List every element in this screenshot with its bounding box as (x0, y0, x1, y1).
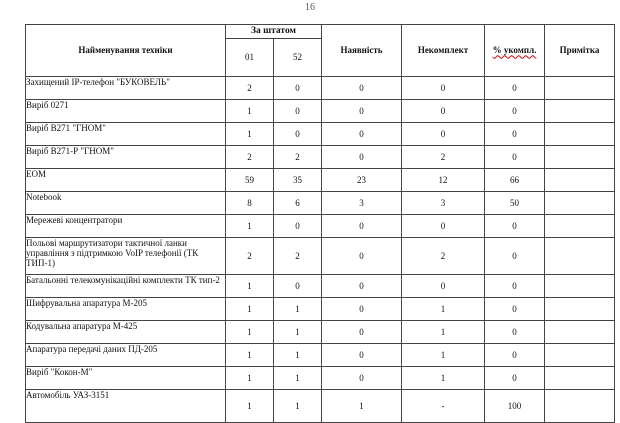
header-incomplete: Некомплект (402, 25, 485, 77)
cell-note (545, 100, 615, 123)
cell-name: Шифрувальна апаратура М-205 (26, 298, 226, 321)
cell-note (545, 238, 615, 275)
cell-incomplete: 2 (402, 146, 485, 169)
cell-staff-01: 1 (226, 275, 274, 298)
cell-pct: 100 (485, 390, 545, 423)
cell-available: 0 (322, 321, 402, 344)
cell-staff-52: 1 (274, 321, 322, 344)
table-row (26, 169, 615, 192)
cell-incomplete: 0 (402, 215, 485, 238)
cell-note (545, 321, 615, 344)
table-row (26, 123, 615, 146)
table-row (26, 146, 615, 169)
cell-incomplete: 0 (402, 77, 485, 100)
cell-pct: 0 (485, 367, 545, 390)
cell-available: 0 (322, 298, 402, 321)
table-row (26, 100, 615, 123)
cell-name: Автомобіль УАЗ-3151 (26, 390, 226, 423)
cell-staff-52: 1 (274, 390, 322, 423)
cell-incomplete: 0 (402, 275, 485, 298)
table-row (26, 298, 615, 321)
cell-staff-01: 2 (226, 238, 274, 275)
table-row (26, 367, 615, 390)
cell-name: ЕОМ (26, 169, 226, 192)
cell-note (545, 344, 615, 367)
cell-incomplete: 0 (402, 123, 485, 146)
cell-staff-01: 2 (226, 146, 274, 169)
cell-name: Захищений IP-телефон "БУКОВЕЛЬ" (26, 77, 226, 100)
cell-staff-52: 2 (274, 146, 322, 169)
cell-pct: 0 (485, 321, 545, 344)
cell-pct: 0 (485, 215, 545, 238)
cell-staff-01: 1 (226, 123, 274, 146)
table-row (26, 321, 615, 344)
cell-staff-01: 1 (226, 298, 274, 321)
cell-note (545, 275, 615, 298)
cell-pct: 0 (485, 100, 545, 123)
cell-available: 0 (322, 77, 402, 100)
cell-name: Виріб В271-Р "ГНОМ" (26, 146, 226, 169)
table-row (26, 238, 615, 275)
cell-incomplete: 1 (402, 298, 485, 321)
header-pct-label: % укомпл. (492, 45, 537, 56)
cell-staff-52: 0 (274, 275, 322, 298)
table-row (26, 77, 615, 100)
cell-note (545, 367, 615, 390)
cell-staff-01: 1 (226, 344, 274, 367)
cell-note (545, 146, 615, 169)
cell-name: Кодувальна апаратура М-425 (26, 321, 226, 344)
cell-name: Notebook (26, 192, 226, 215)
cell-staff-01: 2 (226, 77, 274, 100)
cell-note (545, 298, 615, 321)
header-available: Наявність (322, 25, 402, 77)
cell-available: 0 (322, 123, 402, 146)
page-number: 16 (305, 2, 315, 13)
cell-staff-01: 59 (226, 169, 274, 192)
cell-pct: 0 (485, 77, 545, 100)
header-staff-52: 52 (274, 39, 322, 77)
cell-available: 0 (322, 215, 402, 238)
table-row (26, 275, 615, 298)
cell-staff-01: 1 (226, 367, 274, 390)
cell-incomplete: 1 (402, 344, 485, 367)
cell-staff-52: 1 (274, 367, 322, 390)
cell-note (545, 77, 615, 100)
cell-name: Польові маршрутизатори тактичної ланки управління з підтримкою VoIP телефонії (ТК ТИП-1) (26, 238, 226, 275)
cell-available: 23 (322, 169, 402, 192)
cell-pct: 0 (485, 275, 545, 298)
header-name: Найменування техніки (26, 25, 226, 77)
cell-staff-52: 35 (274, 169, 322, 192)
cell-incomplete: 0 (402, 100, 485, 123)
cell-name: Мережеві концентратори (26, 215, 226, 238)
cell-available: 0 (322, 344, 402, 367)
cell-staff-52: 0 (274, 100, 322, 123)
header-note: Примітка (545, 25, 615, 77)
cell-note (545, 390, 615, 423)
cell-staff-52: 6 (274, 192, 322, 215)
equipment-table (25, 24, 615, 423)
cell-available: 0 (322, 146, 402, 169)
cell-staff-01: 8 (226, 192, 274, 215)
table-row (26, 344, 615, 367)
cell-name: Виріб В271 "ГНОМ" (26, 123, 226, 146)
cell-staff-52: 1 (274, 298, 322, 321)
cell-name: Апаратура передачі даних ПД-205 (26, 344, 226, 367)
cell-pct: 0 (485, 238, 545, 275)
table-row (26, 215, 615, 238)
cell-incomplete: 1 (402, 321, 485, 344)
cell-staff-01: 1 (226, 100, 274, 123)
cell-note (545, 123, 615, 146)
table-row (26, 192, 615, 215)
cell-incomplete: - (402, 390, 485, 423)
cell-staff-52: 1 (274, 344, 322, 367)
cell-pct: 66 (485, 169, 545, 192)
cell-note (545, 192, 615, 215)
cell-staff-52: 0 (274, 123, 322, 146)
cell-staff-01: 1 (226, 321, 274, 344)
cell-available: 0 (322, 275, 402, 298)
cell-available: 0 (322, 367, 402, 390)
cell-name: Батальонні телекомунікаційні комплекти ТК тип-2 (26, 275, 226, 298)
cell-incomplete: 3 (402, 192, 485, 215)
cell-available: 1 (322, 390, 402, 423)
cell-available: 3 (322, 192, 402, 215)
cell-staff-01: 1 (226, 390, 274, 423)
header-pct (485, 25, 545, 77)
cell-staff-52: 0 (274, 77, 322, 100)
table-row (26, 390, 615, 423)
cell-incomplete: 2 (402, 238, 485, 275)
cell-available: 0 (322, 100, 402, 123)
cell-pct: 0 (485, 123, 545, 146)
cell-pct: 50 (485, 192, 545, 215)
cell-note (545, 169, 615, 192)
cell-available: 0 (322, 238, 402, 275)
cell-incomplete: 1 (402, 367, 485, 390)
header-staff-01: 01 (226, 39, 274, 77)
cell-incomplete: 12 (402, 169, 485, 192)
header-staff: За штатом (226, 25, 322, 39)
cell-pct: 0 (485, 298, 545, 321)
cell-note (545, 215, 615, 238)
cell-pct: 0 (485, 344, 545, 367)
cell-staff-52: 2 (274, 238, 322, 275)
cell-staff-01: 1 (226, 215, 274, 238)
cell-staff-52: 0 (274, 215, 322, 238)
cell-pct: 0 (485, 146, 545, 169)
cell-name: Виріб 0271 (26, 100, 226, 123)
cell-name: Виріб "Кокон-М" (26, 367, 226, 390)
